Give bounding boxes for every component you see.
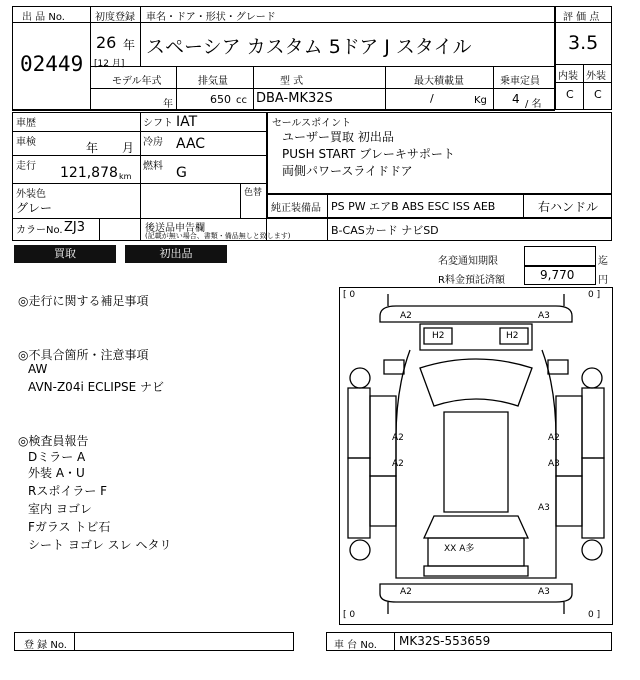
capacity-label: 乗車定員 [500,76,540,87]
sales-point-line: 両側パワースライドドア [282,164,413,178]
inspection-year: 年 [86,141,99,155]
damage-mark: A3 [538,311,550,321]
fuel-label: 燃料 [143,161,163,172]
grade-label: 評 価 点 [563,12,600,23]
damage-mark: A3 [538,587,550,597]
defect-line: AW [28,362,48,376]
car-outline-diagram [340,288,612,624]
model-label: 型 式 [280,76,304,87]
damage-mark: A3 [548,459,560,469]
color-label: 外装色 [16,189,46,200]
buyback-tag: 買取 [14,245,116,263]
damage-mark: XX A多 [444,544,475,554]
color-no-value: ZJ3 [64,220,86,235]
capacity-unit: / 名 [525,99,542,110]
history-label: 車歴 [16,118,36,129]
damage-mark: A2 [400,311,412,321]
inspector-line: 外装 A・U [28,466,85,480]
damage-mark: H2 [506,331,519,341]
exterior-label: 外装 [586,71,606,82]
fuel-value: G [176,165,187,181]
first-reg-label: 初度登録 [95,12,135,23]
inspector-line: Rスポイラー F [28,484,108,498]
name-change-unit: 迄 [598,256,608,267]
displacement-unit: cc [236,95,247,106]
rear-corner-left-label: [ 0 [343,610,356,620]
grade-value: 3.5 [568,32,599,54]
damage-mark: A2 [392,459,404,469]
interior-label: 内装 [558,71,578,82]
displacement-value: 650 [210,93,231,106]
exterior-grade: C [594,88,602,101]
name-change-box [524,246,596,266]
first-listing-tag: 初出品 [125,245,227,263]
mileage-unit: km [119,172,132,181]
aftermarket-label: 後送品申告欄 [145,223,205,234]
lot-number: 02449 [20,52,84,76]
mileage-value: 121,878 [60,165,118,181]
damage-map [339,287,613,625]
inspector-line: シート ヨゴレ スレ ヘタリ [28,538,172,552]
equipment-label: 純正装備品 [271,203,321,214]
capacity-value: 4 [512,92,520,106]
inspector-line: Dミラー A [28,450,86,464]
first-reg-year: 26 [96,33,117,52]
shift-label: シフト [143,118,173,129]
inspector-line: 室内 ヨゴレ [28,502,92,516]
front-corner-right-label: 0 ] [588,290,601,300]
first-reg-month: [12 月] [94,59,125,69]
color-change-label: 色替 [244,188,263,198]
year-unit: 年 [123,38,136,52]
equipment-value: PS PW エアB ABS ESC ISS AEB [331,200,496,213]
inspector-title: ◎検査員報告 [18,434,89,448]
color-no-label: カラーNo. [16,225,63,236]
name-change-label: 名変通知期限 [438,256,498,267]
driving-notes-title: ◎走行に関する補足事項 [18,294,149,308]
damage-mark: A2 [400,587,412,597]
displacement-label: 排気量 [198,76,228,87]
damage-mark: A2 [392,433,404,443]
aftermarket-note: (記載が無い場合、書類・備品無しと致します) [145,232,291,240]
sales-point-line: PUSH START ブレーキサポート [282,147,455,161]
title-label: 車名・ドア・形状・グレード [146,12,276,23]
defect-line: AVN-Z04i ECLIPSE ナビ [28,380,165,394]
extras-value: B-CASカード ナビSD [331,224,439,237]
rear-corner-right-label: 0 ] [588,610,601,620]
color-value: グレー [16,201,53,215]
car-title: スペーシア カスタム 5ドア J スタイル [146,36,472,58]
inspector-line: Fガラス トビ石 [28,520,111,534]
recycle-label: R料金預託済額 [438,275,505,286]
shift-value: IAT [176,114,198,130]
interior-grade: C [566,88,574,101]
inspection-label: 車検 [16,137,36,148]
defects-title: ◎不具合箇所・注意事項 [18,348,149,362]
ac-value: AAC [176,136,206,152]
mileage-label: 走行 [16,161,36,172]
sales-points-label: セールスポイント [272,118,352,129]
lot-label: 出 品 No. [22,12,65,23]
reg-no-label: 登 録 No. [24,640,67,651]
front-corner-left-label: [ 0 [343,290,356,300]
model-year-unit: 年 [163,99,173,110]
model-year-label: モデル年式 [112,76,162,87]
damage-mark: A2 [548,433,560,443]
max-load-unit: Kg [474,95,487,106]
max-load-label: 最大積載量 [414,76,464,87]
model-value: DBA-MK32S [256,91,333,106]
sales-point-line: ユーザー買取 初出品 [282,130,394,144]
inspection-month: 月 [122,141,135,155]
damage-mark: H2 [432,331,445,341]
chassis-no-value: MK32S-553659 [399,634,491,648]
recycle-amount: 9,770 [540,268,575,282]
chassis-no-label: 車 台 No. [334,640,377,651]
max-load-value: / [430,92,434,105]
recycle-unit: 円 [598,275,608,286]
handle-value: 右ハンドル [538,200,599,214]
ac-label: 冷房 [143,137,163,148]
damage-mark: A3 [538,503,550,513]
